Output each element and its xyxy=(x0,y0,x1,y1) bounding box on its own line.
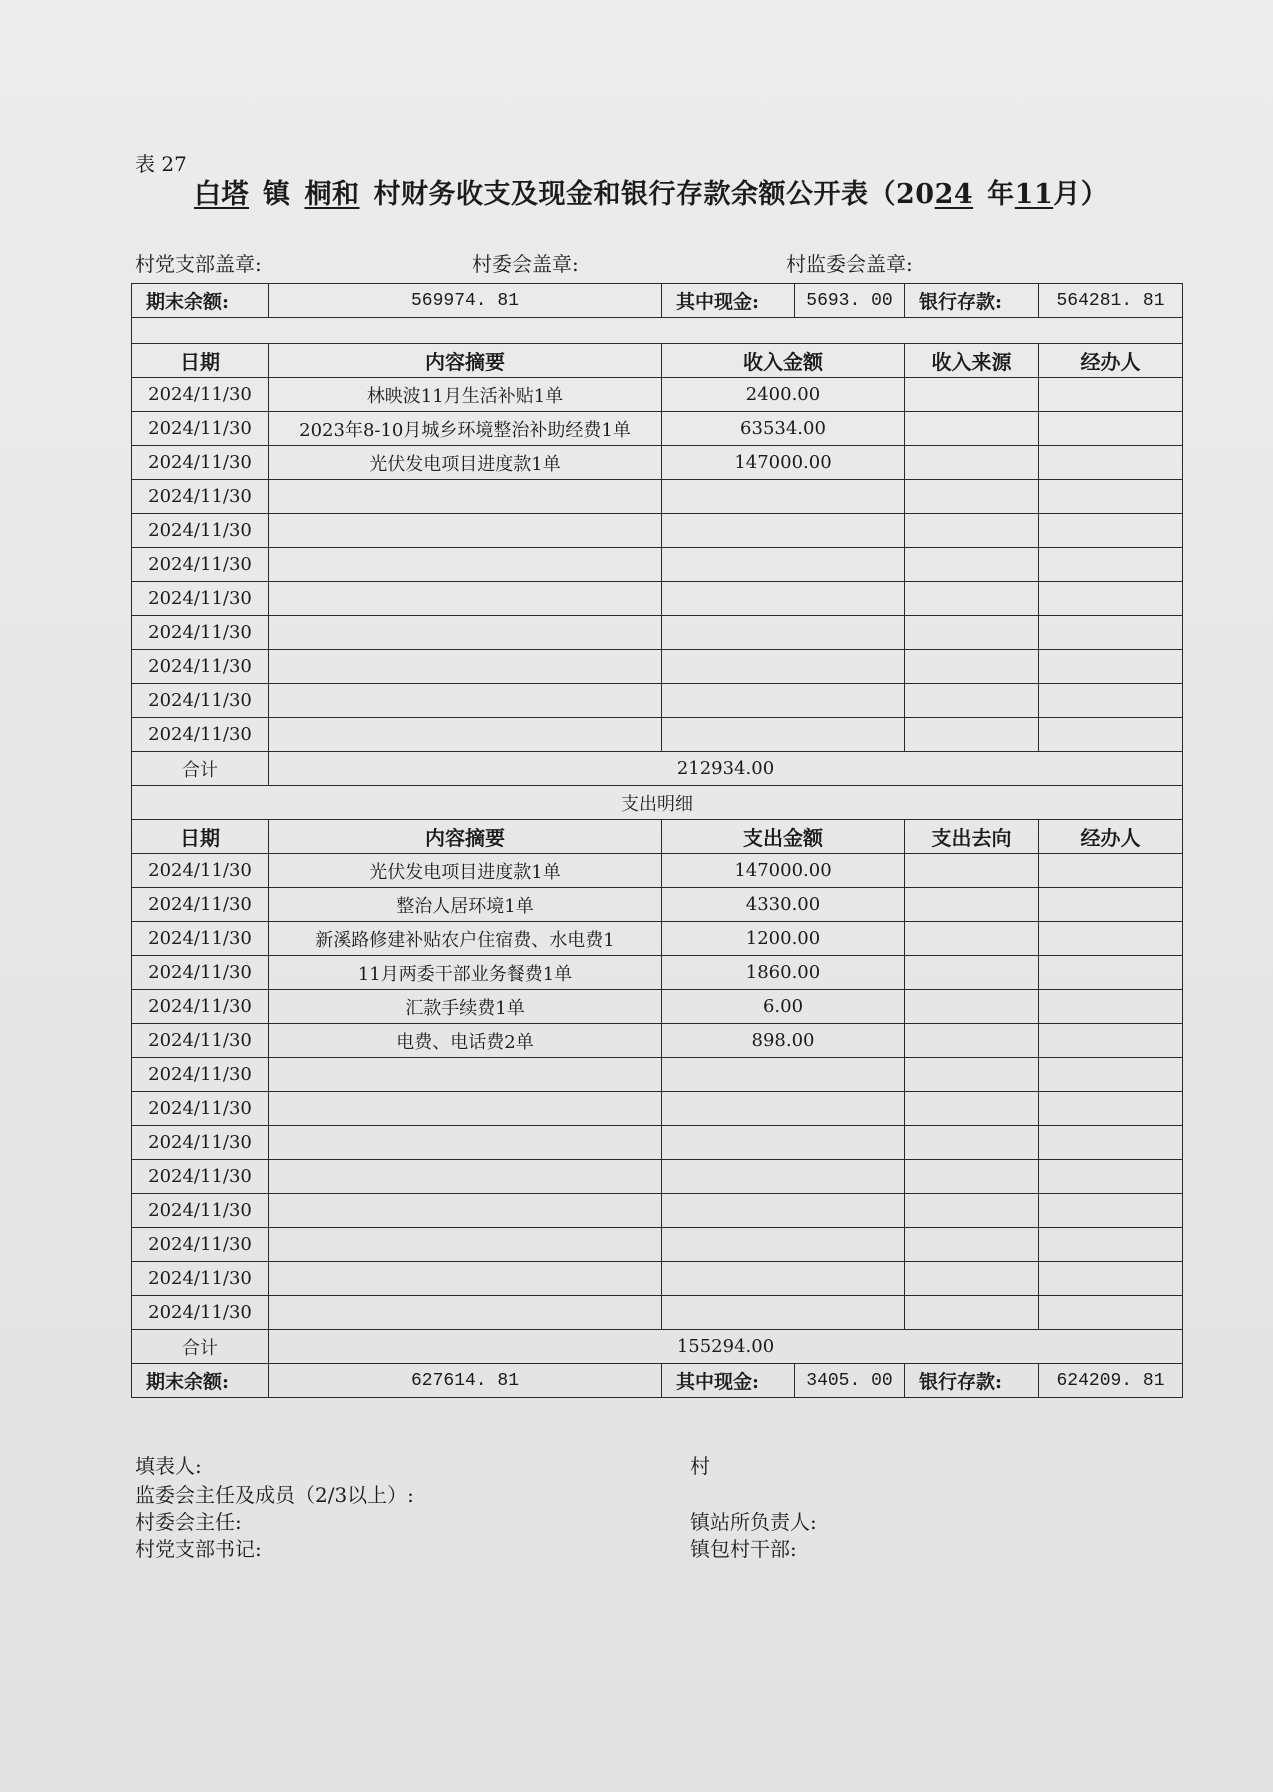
expense-date: 2024/11/30 xyxy=(132,1194,269,1228)
income-date: 2024/11/30 xyxy=(132,480,269,514)
income-header-amount: 收入金额 xyxy=(662,344,905,378)
form-number: 表 27 xyxy=(135,152,187,176)
title-year-char: 年 xyxy=(987,179,1015,210)
income-row xyxy=(132,718,1183,752)
income-row xyxy=(132,514,1183,548)
expense-dest xyxy=(905,888,1039,922)
town-suffix: 镇 xyxy=(263,179,291,210)
expense-handler xyxy=(1039,854,1183,888)
expense-summary xyxy=(269,1262,662,1296)
income-amount: 2400.00 xyxy=(662,378,905,412)
income-amount xyxy=(662,480,905,514)
ledger-body xyxy=(132,284,1183,1398)
expense-dest xyxy=(905,1092,1039,1126)
expense-row xyxy=(132,1160,1183,1194)
expense-handler xyxy=(1039,1058,1183,1092)
expense-amount: 898.00 xyxy=(662,1024,905,1058)
committee-director-label: 村委会主任: xyxy=(135,1510,242,1534)
station-head-label: 镇站所负责人: xyxy=(690,1510,817,1534)
expense-section-row xyxy=(132,786,1183,820)
income-header-row xyxy=(132,344,1183,378)
expense-row xyxy=(132,1296,1183,1330)
closing-bank-label: 银行存款: xyxy=(905,1364,1039,1398)
expense-amount xyxy=(662,1092,905,1126)
income-summary xyxy=(269,514,662,548)
income-amount: 63534.00 xyxy=(662,412,905,446)
income-source xyxy=(905,480,1039,514)
opening-cash-label: 其中现金: xyxy=(662,284,795,318)
income-source xyxy=(905,548,1039,582)
income-amount xyxy=(662,616,905,650)
title-month-char: 月） xyxy=(1053,179,1109,210)
opening-bank-label: 银行存款: xyxy=(905,284,1039,318)
expense-row xyxy=(132,1024,1183,1058)
expense-handler xyxy=(1039,1126,1183,1160)
expense-amount xyxy=(662,1296,905,1330)
income-row xyxy=(132,582,1183,616)
expense-header-amount: 支出金额 xyxy=(662,820,905,854)
income-amount: 147000.00 xyxy=(662,446,905,480)
income-summary xyxy=(269,548,662,582)
income-date: 2024/11/30 xyxy=(132,718,269,752)
expense-summary xyxy=(269,1228,662,1262)
expense-dest xyxy=(905,990,1039,1024)
expense-header-handler: 经办人 xyxy=(1039,820,1183,854)
expense-handler xyxy=(1039,990,1183,1024)
income-source xyxy=(905,718,1039,752)
income-handler xyxy=(1039,446,1183,480)
income-summary xyxy=(269,650,662,684)
expense-dest xyxy=(905,1228,1039,1262)
expense-date: 2024/11/30 xyxy=(132,1058,269,1092)
income-row xyxy=(132,412,1183,446)
income-summary xyxy=(269,616,662,650)
expense-amount xyxy=(662,1194,905,1228)
opening-balance-label: 期末余额: xyxy=(132,284,269,318)
closing-balance-label: 期末余额: xyxy=(132,1364,269,1398)
expense-date: 2024/11/30 xyxy=(132,956,269,990)
expense-row xyxy=(132,1092,1183,1126)
income-handler xyxy=(1039,514,1183,548)
income-date: 2024/11/30 xyxy=(132,650,269,684)
expense-date: 2024/11/30 xyxy=(132,1126,269,1160)
income-handler xyxy=(1039,480,1183,514)
income-total-label: 合计 xyxy=(132,752,269,786)
expense-row xyxy=(132,1194,1183,1228)
expense-date: 2024/11/30 xyxy=(132,1024,269,1058)
income-source xyxy=(905,446,1039,480)
village-name: 桐和 xyxy=(304,179,360,210)
income-handler xyxy=(1039,650,1183,684)
title-month: 11 xyxy=(1014,179,1054,210)
income-source xyxy=(905,616,1039,650)
expense-handler xyxy=(1039,1092,1183,1126)
page-title xyxy=(180,172,1108,211)
income-row xyxy=(132,378,1183,412)
blank-cell xyxy=(132,318,1183,344)
expense-date: 2024/11/30 xyxy=(132,1228,269,1262)
income-summary: 林映波11月生活补贴1单 xyxy=(269,378,662,412)
seal-village-committee: 村委会盖章: xyxy=(472,252,579,276)
income-summary xyxy=(269,582,662,616)
expense-summary: 汇款手续费1单 xyxy=(269,990,662,1024)
expense-header-row xyxy=(132,820,1183,854)
expense-summary xyxy=(269,1194,662,1228)
expense-summary: 整治人居环境1单 xyxy=(269,888,662,922)
expense-handler xyxy=(1039,888,1183,922)
income-source xyxy=(905,650,1039,684)
expense-date: 2024/11/30 xyxy=(132,1262,269,1296)
expense-dest xyxy=(905,922,1039,956)
expense-amount: 147000.00 xyxy=(662,854,905,888)
income-date: 2024/11/30 xyxy=(132,582,269,616)
expense-dest xyxy=(905,956,1039,990)
expense-date: 2024/11/30 xyxy=(132,1296,269,1330)
expense-dest xyxy=(905,1126,1039,1160)
income-row xyxy=(132,446,1183,480)
village-mark: 村 xyxy=(690,1454,710,1478)
income-amount xyxy=(662,514,905,548)
expense-date: 2024/11/30 xyxy=(132,854,269,888)
closing-balance-value: 627614. 81 xyxy=(269,1364,662,1398)
expense-total-label: 合计 xyxy=(132,1330,269,1364)
income-row xyxy=(132,684,1183,718)
income-amount xyxy=(662,650,905,684)
expense-total-row xyxy=(132,1330,1183,1364)
expense-dest xyxy=(905,1194,1039,1228)
opening-balance-row xyxy=(132,284,1183,318)
title-main: 村财务收支及现金和银行存款余额公开表（ xyxy=(373,179,896,210)
expense-amount: 1860.00 xyxy=(662,956,905,990)
income-total-row xyxy=(132,752,1183,786)
expense-summary xyxy=(269,1160,662,1194)
seal-party-branch: 村党支部盖章: xyxy=(135,252,262,276)
income-date: 2024/11/30 xyxy=(132,412,269,446)
expense-date: 2024/11/30 xyxy=(132,990,269,1024)
income-handler xyxy=(1039,616,1183,650)
expense-summary xyxy=(269,1126,662,1160)
closing-bank-value: 624209. 81 xyxy=(1039,1364,1183,1398)
expense-header-date: 日期 xyxy=(132,820,269,854)
expense-amount xyxy=(662,1262,905,1296)
expense-header-summary: 内容摘要 xyxy=(269,820,662,854)
title-year-suffix: 24 xyxy=(934,179,974,210)
expense-amount: 4330.00 xyxy=(662,888,905,922)
opening-balance-value: 569974. 81 xyxy=(269,284,662,318)
expense-row xyxy=(132,1126,1183,1160)
expense-date: 2024/11/30 xyxy=(132,1160,269,1194)
expense-amount: 1200.00 xyxy=(662,922,905,956)
expense-total-value: 155294.00 xyxy=(269,1330,1183,1364)
expense-date: 2024/11/30 xyxy=(132,1092,269,1126)
expense-row xyxy=(132,956,1183,990)
expense-header-dest: 支出去向 xyxy=(905,820,1039,854)
income-handler xyxy=(1039,684,1183,718)
expense-row xyxy=(132,854,1183,888)
expense-summary: 11月两委干部业务餐费1单 xyxy=(269,956,662,990)
expense-handler xyxy=(1039,1194,1183,1228)
expense-row xyxy=(132,922,1183,956)
expense-dest xyxy=(905,854,1039,888)
income-date: 2024/11/30 xyxy=(132,684,269,718)
income-handler xyxy=(1039,718,1183,752)
expense-handler xyxy=(1039,1262,1183,1296)
expense-summary: 光伏发电项目进度款1单 xyxy=(269,854,662,888)
expense-amount xyxy=(662,1126,905,1160)
income-amount xyxy=(662,718,905,752)
closing-cash-label: 其中现金: xyxy=(662,1364,795,1398)
income-source xyxy=(905,514,1039,548)
income-summary: 2023年8-10月城乡环境整治补助经费1单 xyxy=(269,412,662,446)
expense-dest xyxy=(905,1058,1039,1092)
expense-amount xyxy=(662,1228,905,1262)
opening-bank-value: 564281. 81 xyxy=(1039,284,1183,318)
expense-handler xyxy=(1039,1024,1183,1058)
finance-ledger-table xyxy=(131,283,1183,1398)
income-summary xyxy=(269,684,662,718)
expense-summary: 新溪路修建补贴农户住宿费、水电费1 xyxy=(269,922,662,956)
income-handler xyxy=(1039,582,1183,616)
expense-date: 2024/11/30 xyxy=(132,922,269,956)
income-total-value: 212934.00 xyxy=(269,752,1183,786)
income-row xyxy=(132,650,1183,684)
income-source xyxy=(905,684,1039,718)
income-row xyxy=(132,548,1183,582)
expense-summary xyxy=(269,1092,662,1126)
expense-dest xyxy=(905,1024,1039,1058)
expense-handler xyxy=(1039,1296,1183,1330)
expense-row xyxy=(132,888,1183,922)
expense-handler xyxy=(1039,956,1183,990)
expense-handler xyxy=(1039,922,1183,956)
supervisors-label: 监委会主任及成员（2/3以上）: xyxy=(135,1483,414,1507)
income-handler xyxy=(1039,412,1183,446)
income-handler xyxy=(1039,378,1183,412)
expense-dest xyxy=(905,1262,1039,1296)
expense-section-title: 支出明细 xyxy=(132,786,1183,820)
income-date: 2024/11/30 xyxy=(132,514,269,548)
expense-handler xyxy=(1039,1228,1183,1262)
town-name: 白塔 xyxy=(194,179,249,210)
expense-summary xyxy=(269,1058,662,1092)
income-date: 2024/11/30 xyxy=(132,378,269,412)
opening-cash-value: 5693. 00 xyxy=(795,284,905,318)
expense-row xyxy=(132,1058,1183,1092)
income-header-date: 日期 xyxy=(132,344,269,378)
expense-row xyxy=(132,990,1183,1024)
income-date: 2024/11/30 xyxy=(132,548,269,582)
blank-row xyxy=(132,318,1183,344)
income-summary: 光伏发电项目进度款1单 xyxy=(269,446,662,480)
income-date: 2024/11/30 xyxy=(132,446,269,480)
income-source xyxy=(905,378,1039,412)
income-date: 2024/11/30 xyxy=(132,616,269,650)
expense-dest xyxy=(905,1296,1039,1330)
expense-row xyxy=(132,1262,1183,1296)
income-source xyxy=(905,412,1039,446)
income-summary xyxy=(269,480,662,514)
income-row xyxy=(132,616,1183,650)
income-header-summary: 内容摘要 xyxy=(269,344,662,378)
filler-label: 填表人: xyxy=(135,1454,202,1478)
seal-supervision-committee: 村监委会盖章: xyxy=(786,252,913,276)
expense-amount xyxy=(662,1058,905,1092)
income-header-handler: 经办人 xyxy=(1039,344,1183,378)
expense-amount: 6.00 xyxy=(662,990,905,1024)
income-header-source: 收入来源 xyxy=(905,344,1039,378)
closing-balance-row xyxy=(132,1364,1183,1398)
income-summary xyxy=(269,718,662,752)
income-handler xyxy=(1039,548,1183,582)
title-year-prefix: 20 xyxy=(896,179,935,210)
expense-dest xyxy=(905,1160,1039,1194)
expense-date: 2024/11/30 xyxy=(132,888,269,922)
closing-cash-value: 3405. 00 xyxy=(795,1364,905,1398)
town-cadre-label: 镇包村干部: xyxy=(690,1537,797,1561)
expense-summary: 电费、电话费2单 xyxy=(269,1024,662,1058)
income-source xyxy=(905,582,1039,616)
expense-summary xyxy=(269,1296,662,1330)
party-secretary-label: 村党支部书记: xyxy=(135,1537,262,1561)
expense-amount xyxy=(662,1160,905,1194)
expense-handler xyxy=(1039,1160,1183,1194)
income-row xyxy=(132,480,1183,514)
income-amount xyxy=(662,684,905,718)
income-amount xyxy=(662,548,905,582)
income-amount xyxy=(662,582,905,616)
expense-row xyxy=(132,1228,1183,1262)
